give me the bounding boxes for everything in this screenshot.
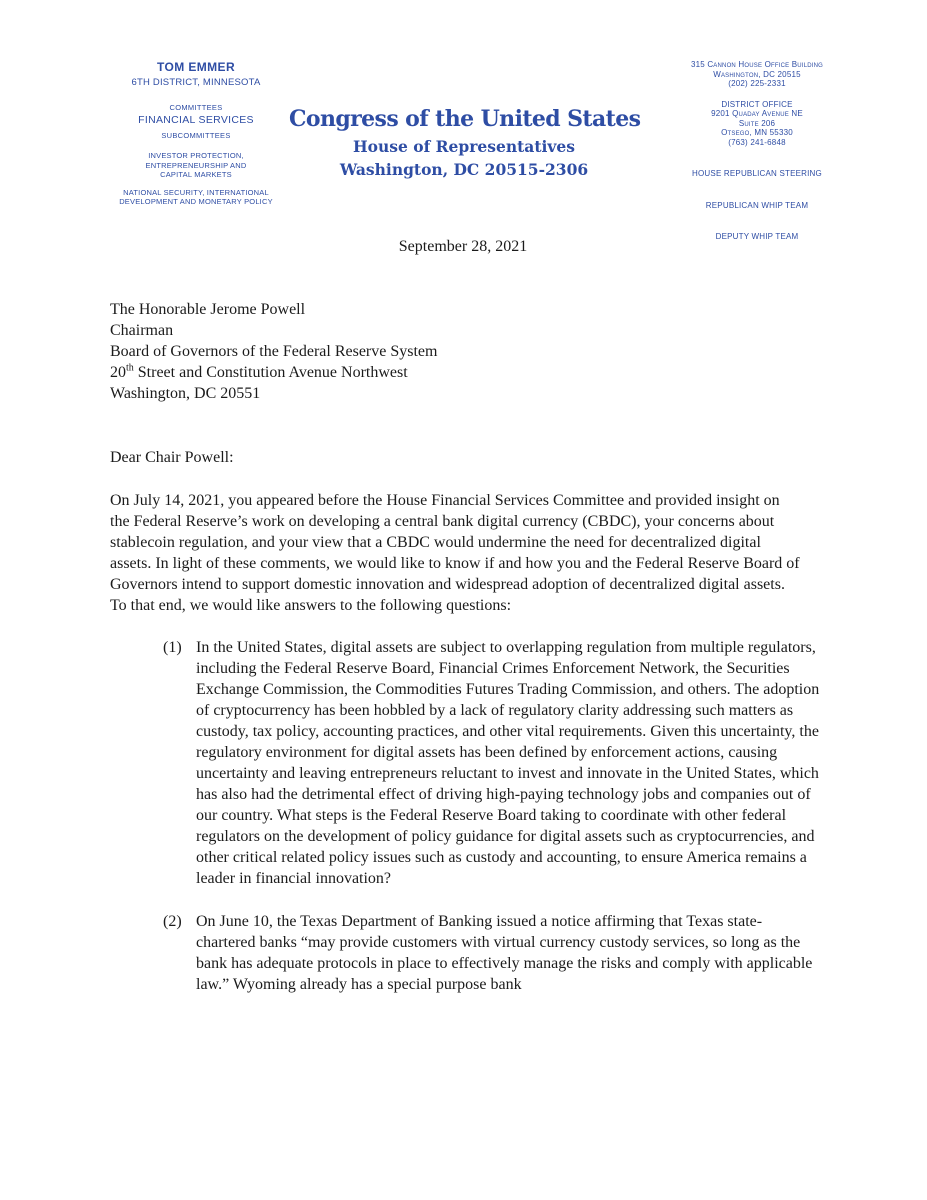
recipient-city: Washington, DC 20551 xyxy=(110,385,261,402)
subcommittees-label: SUBCOMMITTEES xyxy=(161,131,231,140)
letterhead-member-block xyxy=(103,60,289,207)
letterhead-offices-block xyxy=(648,60,866,242)
letter-date: September 28, 2021 xyxy=(398,238,528,255)
intro-paragraph: On July 14, 2021, you appeared before the House Financial Services Committee and provided insight on the Federal Reserve’s work on developing a central bank digital currency (CBDC), your concerns about stablecoin regulation, and your view that a CBDC would undermine the need for decentralized digital assets. In light of these comments, we would like to know if and how you and the Federal Reserve Board of Governors intend to support domestic innovation and widespread adoption of decentralized digital assets. To that end, we would like answers to the following questions: xyxy=(110,492,800,614)
recipient-street xyxy=(110,362,822,383)
congress-masthead xyxy=(289,106,639,179)
questions-list xyxy=(110,637,822,995)
question-number: (1) xyxy=(163,639,182,656)
member-district: 6TH DISTRICT, MINNESOTA xyxy=(131,77,261,88)
membership-line: HOUSE REPUBLICAN STEERING xyxy=(692,169,822,178)
recipient-name: The Honorable Jerome Powell xyxy=(110,301,306,318)
street-ordinal: th xyxy=(126,362,134,374)
dc-office-line: Washington, DC 20515 xyxy=(713,69,801,79)
subcommittee-1 xyxy=(103,151,289,180)
recipient-organization: Board of Governors of the Federal Reserve System xyxy=(110,343,438,360)
subcommittee-2-line: DEVELOPMENT AND MONETARY POLICY xyxy=(119,197,273,206)
letter-body xyxy=(110,236,822,995)
district-office-line: Suite 206 xyxy=(738,118,776,128)
member-name: TOM EMMER xyxy=(156,60,236,74)
subcommittee-1-line: CAPITAL MARKETS xyxy=(160,170,232,179)
membership-line: DEPUTY WHIP TEAM xyxy=(715,232,799,241)
masthead-house-line: House of Representatives xyxy=(353,137,575,156)
subcommittee-1-line: ENTREPRENEURSHIP AND xyxy=(145,160,247,170)
masthead-congress-line: Congress of the United States xyxy=(289,106,641,132)
question-item xyxy=(110,637,822,889)
recipient-title: Chairman xyxy=(110,322,174,339)
committee-name: FINANCIAL SERVICES xyxy=(138,114,254,126)
membership-line: REPUBLICAN WHIP TEAM xyxy=(705,200,809,210)
subcommittee-2 xyxy=(103,188,289,207)
question-number: (2) xyxy=(163,913,182,930)
dc-office xyxy=(648,60,866,89)
committees-label: COMMITTEES xyxy=(169,103,223,112)
dc-office-line: 315 Cannon House Office Building xyxy=(690,60,824,69)
question-item xyxy=(110,911,822,995)
district-office-line: Otsego, MN 55330 xyxy=(721,128,793,137)
salutation: Dear Chair Powell: xyxy=(110,449,234,466)
question-text: In the United States, digital assets are subject to overlapping regulation from multiple regulators, including the Federal Reserve Board, Financial Crimes Enforcement Network, the Securities Exchange Commission, the Commodities Futures Trading Commission, and others. The adoption of cryptocurrency has been hobbled by a lack of regulatory clarity addressing such matters as custody, tax policy, accounting practices, and other vital requirements. Given this uncertainty, the regulatory environment for digital assets has been defined by enforcement actions, causing uncertainty and leaving entrepreneurs reluctant to invest and innovate in the United States, which has also had the detrimental effect of driving high-paying technology jobs and companies out of our country. What steps is the Federal Reserve Board taking to coordinate with other federal regulators on the development of policy guidance for digital assets such as cryptocurrencies, and other critical related policy issues such as custody and accounting, to ensure America remains a leader in financial innovation? xyxy=(196,639,820,887)
subcommittee-1-line: INVESTOR PROTECTION, xyxy=(148,151,244,160)
masthead-address-line: Washington, DC 20515-2306 xyxy=(339,160,589,179)
question-text: On June 10, the Texas Department of Banking issued a notice affirming that Texas state-chartered banks “may provide customers with virtual currency custody services, so long as the bank has adequate protocols in place to effectively manage the risks and comply with applicable law.” Wyoming already has a special purpose bank xyxy=(196,913,813,993)
subcommittee-2-line: NATIONAL SECURITY, INTERNATIONAL xyxy=(123,187,269,197)
district-office-line: 9201 Quaday Avenue NE xyxy=(711,109,803,118)
district-office-phone: (763) 241-6848 xyxy=(728,137,786,147)
district-office-label: DISTRICT OFFICE xyxy=(721,99,793,109)
street-number: 20 xyxy=(110,364,126,381)
street-rest: Street and Constitution Avenue Northwest xyxy=(133,364,408,381)
dc-office-phone: (202) 225-2331 xyxy=(728,79,786,88)
recipient-address-block xyxy=(110,299,822,404)
district-office xyxy=(648,100,866,148)
